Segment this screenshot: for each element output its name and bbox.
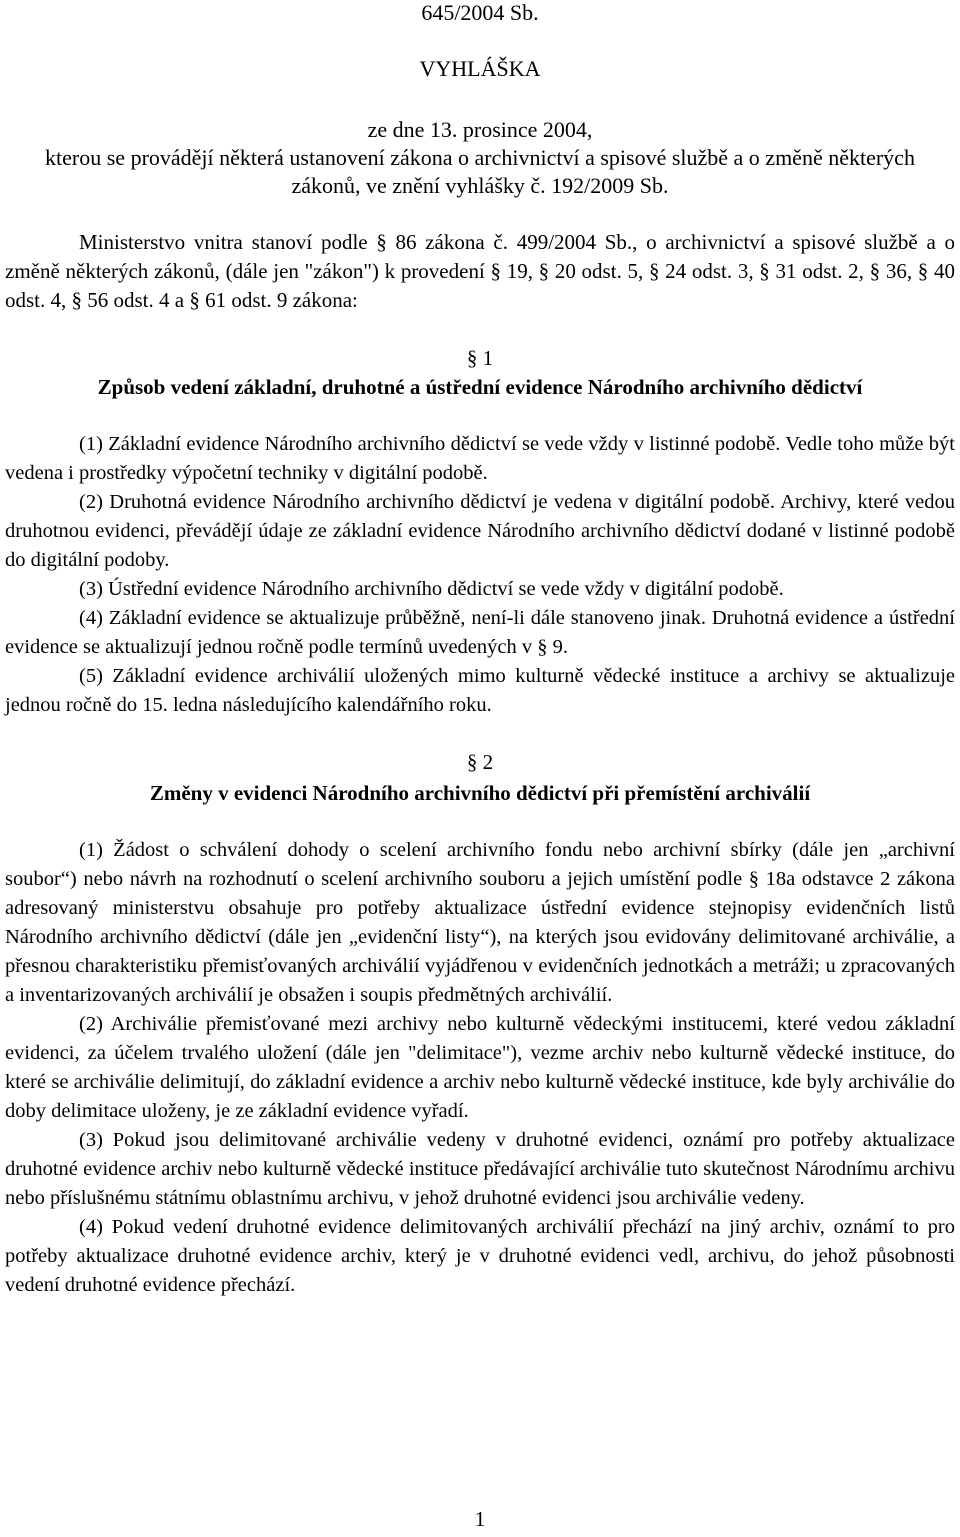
section-1-paragraph-3: (3) Ústřední evidence Národního archivního dědictví se vede vždy v digitální podobě.: [79, 578, 784, 600]
section-2-number: § 2: [466, 750, 494, 774]
preamble: Ministerstvo vnitra stanoví podle § 86 zákona č. 499/2004 Sb., o archivnictví a spisové službě a o změně některých zákonů, (dále jen "zákon") k provedení § 19, § 20 odst. 5, § 24 odst. 3, § 31 odst. 2, § 36, § 40 odst. 4, § 56 odst. 4 a § 61 odst. 9 zákona:: [5, 230, 955, 312]
section-2-paragraph-2: (2) Archiválie přemisťované mezi archivy nebo kulturně vědeckými institucemi, které vedou základní evidenci, za účelem trvalého uložení (dále jen "delimitace"), vezme archiv nebo kulturně vědecké instituce, do které se archiválie delimitují, do základní evidence a archiv nebo kulturně vědecké instituce, kde byly archiválie do doby delimitace uloženy, je ze základní evidence vyřadí.: [5, 1013, 955, 1122]
section-1-paragraph-1: (1) Základní evidence Národního archivního dědictví se vede vždy v listinné podobě. Vedle toho může být vedena i prostředky výpočetní techniky v digitální podobě.: [5, 433, 955, 484]
section-2-paragraph-1: (1) Žádost o schválení dohody o scelení archivního fondu nebo archivní sbírky (dále jen „archivní soubor“) nebo návrh na rozhodnutí o scelení archivního souboru a jejich umístění podle § 18a odstavce 2 zákona adresovaný ministerstvu obsahuje pro potřeby aktualizace ústřední evidence stejnopisy evidenčních listů Národního archivního dědictví (dále jen „evidenční listy“), na kterých jsou evidovány delimitované archiválie, a přesnou charakteristiku přemisťovaných archiválií vyjádřenou v evidenčních jednotkách a metráži; u zpracovaných a inventarizovaných archiválií je obsažen i soupis předmětných archiválií.: [5, 839, 955, 1006]
issue-date: ze dne 13. prosince 2004,: [367, 117, 593, 142]
section-1-paragraph-5: (5) Základní evidence archiválií uložených mimo kulturně vědecké instituce a archivy se aktualizuje jednou ročně do 15. ledna následujícího kalendářního roku.: [5, 665, 955, 716]
section-2-paragraph-4: (4) Pokud vedení druhotné evidence delimitovaných archiválií přechází na jiný archiv, oznámí to pro potřeby aktualizace druhotné evidence archiv, který je v druhotné evidenci vedl, archivu, do jehož působnosti vedení druhotné evidence přechází.: [5, 1216, 955, 1296]
section-1-paragraph-4: (4) Základní evidence se aktualizuje průběžně, není-li dále stanoveno jinak. Druhotná evidence a ústřední evidence se aktualizují jednou ročně podle termínů uvedených v § 9.: [5, 607, 955, 658]
document-number: 645/2004 Sb.: [421, 0, 539, 25]
section-1-paragraph-2: (2) Druhotná evidence Národního archivního dědictví je vedena v digitální podobě. Archivy, které vedou druhotnou evidenci, převádějí údaje ze základní evidence Národního archivního dědictví dodané v listinné podobě do digitální podoby.: [5, 491, 955, 571]
decree-subject: kterou se provádějí některá ustanovení zákona o archivnictví a spisové službě a o změně některých zákonů, ve znění vyhlášky č. 192/2009 Sb.: [45, 145, 915, 198]
section-2-paragraph-3: (3) Pokud jsou delimitované archiválie vedeny v druhotné evidenci, oznámí pro potřeby aktualizace druhotné evidence archiv nebo kulturně vědecké instituce předávající archiválie tuto skutečnost Národnímu archivu nebo příslušnému státnímu oblastnímu archivu, v jehož druhotné evidenci jsou archiválie vedeny.: [5, 1129, 955, 1209]
page-number: 1: [474, 1507, 486, 1531]
section-2-title: Změny v evidenci Národního archivního dědictví při přemístění archiválií: [149, 781, 811, 805]
document-type: VYHLÁŠKA: [419, 56, 541, 81]
section-1-title: Způsob vedení základní, druhotné a ústřední evidence Národního archivního dědictví: [97, 375, 863, 399]
section-2-body: [5, 836, 955, 1300]
section-1-body: [5, 430, 955, 720]
section-1-number: § 1: [466, 346, 494, 370]
